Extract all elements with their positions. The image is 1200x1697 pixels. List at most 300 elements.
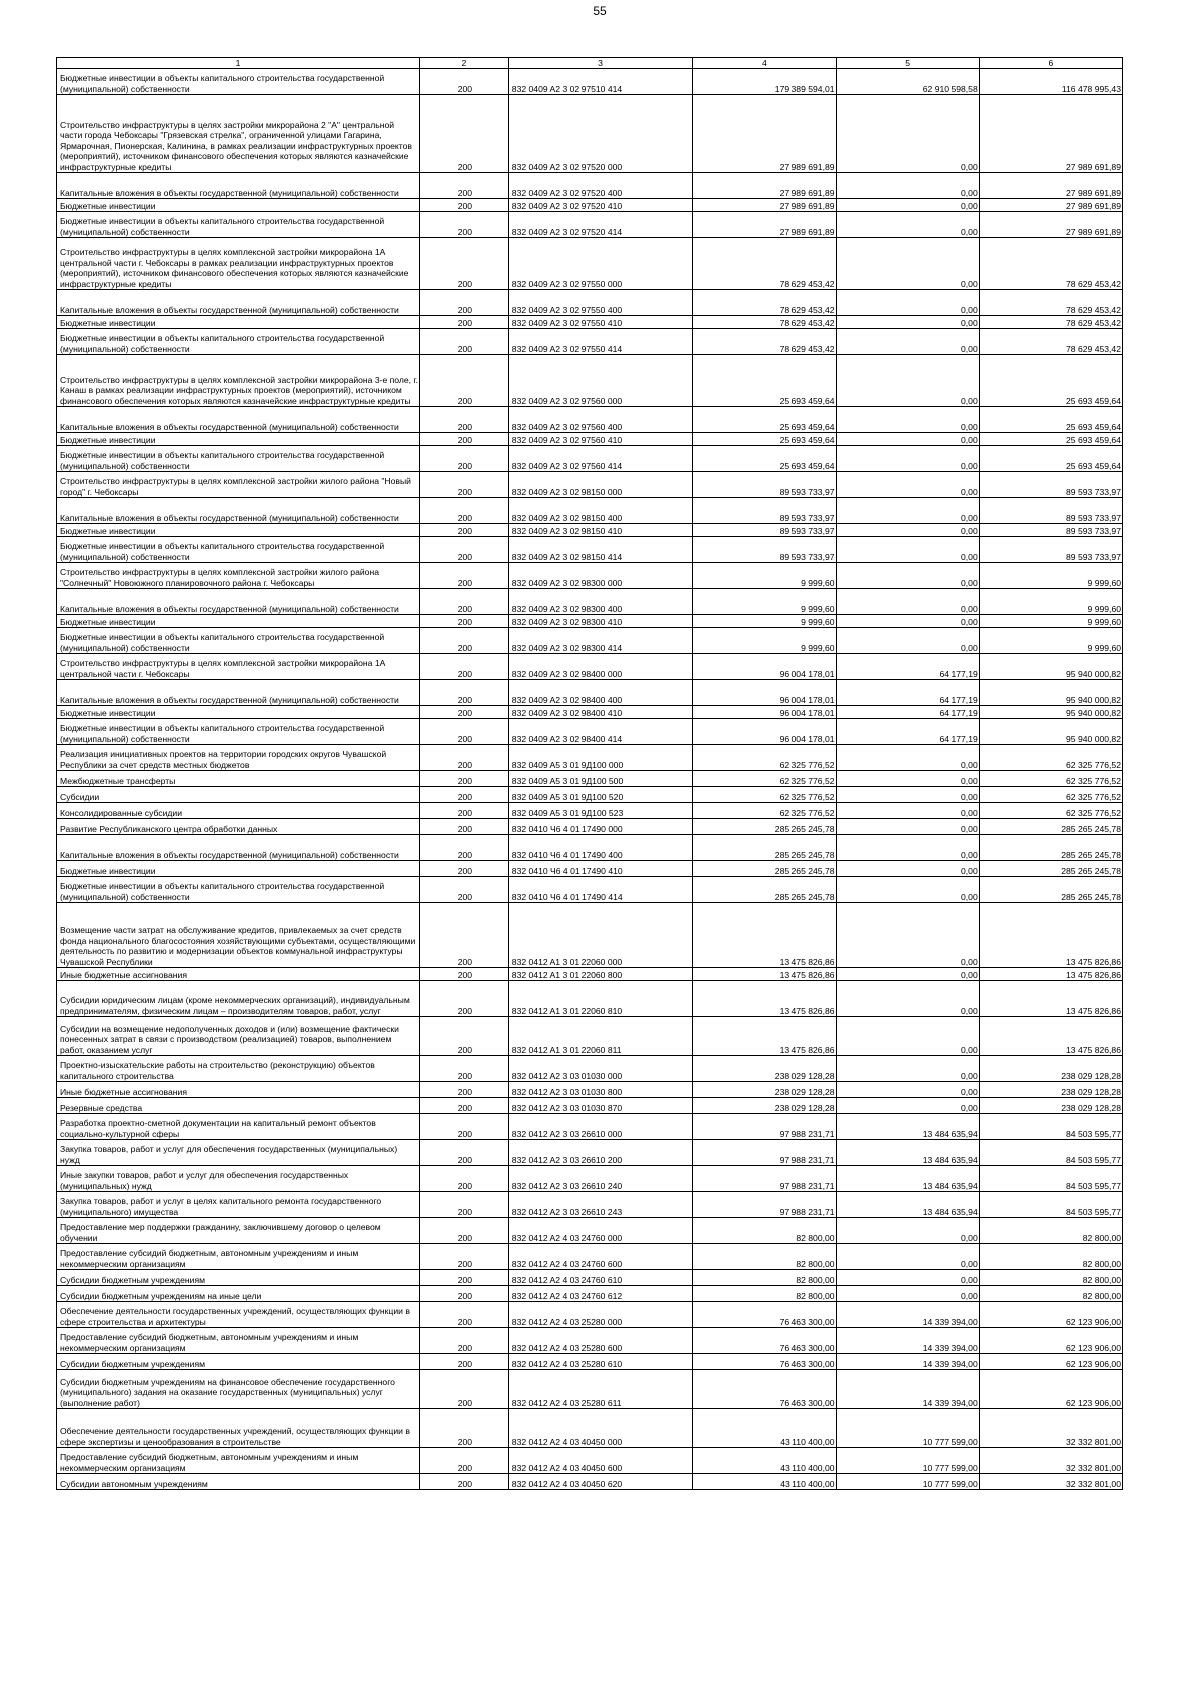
- row-value-6: 95 940 000,82: [979, 719, 1122, 745]
- row-value-5: 10 777 599,00: [836, 1448, 979, 1474]
- row-code: 832 0409 A5 3 01 9Д100 520: [508, 787, 693, 803]
- row-value-6: 13 475 826,86: [979, 1017, 1122, 1056]
- row-column-2: 200: [420, 1017, 509, 1056]
- row-value-6: 95 940 000,82: [979, 680, 1122, 706]
- row-value-4: 9 999,60: [693, 563, 836, 589]
- row-code: 832 0412 A2 3 03 26610 240: [508, 1166, 693, 1192]
- row-name: Бюджетные инвестиции: [57, 199, 420, 212]
- table-row: [57, 472, 1123, 498]
- column-header-5: 5: [836, 58, 979, 69]
- table-row: [57, 199, 1123, 212]
- row-value-4: 285 265 245,78: [693, 819, 836, 835]
- row-value-4: 13 475 826,86: [693, 981, 836, 1017]
- row-code: 832 0412 A1 3 01 22060 800: [508, 968, 693, 981]
- row-value-4: 62 325 776,52: [693, 803, 836, 819]
- row-code: 832 0412 A2 4 03 25280 000: [508, 1302, 693, 1328]
- row-value-6: 84 503 595,77: [979, 1140, 1122, 1166]
- table-row: [57, 861, 1123, 877]
- row-value-6: 82 800,00: [979, 1286, 1122, 1302]
- row-code: 832 0412 A2 3 03 01030 000: [508, 1056, 693, 1082]
- table-row: [57, 1192, 1123, 1218]
- row-column-2: 200: [420, 472, 509, 498]
- row-value-5: 0,00: [836, 1056, 979, 1082]
- row-column-2: 200: [420, 1286, 509, 1302]
- row-value-6: 89 593 733,97: [979, 472, 1122, 498]
- row-code: 832 0409 A2 3 02 97550 400: [508, 290, 693, 316]
- table-row: [57, 745, 1123, 771]
- row-code: 832 0409 A2 3 02 98400 414: [508, 719, 693, 745]
- row-value-4: 97 988 231,71: [693, 1114, 836, 1140]
- row-value-6: 62 325 776,52: [979, 771, 1122, 787]
- row-value-6: 62 123 906,00: [979, 1302, 1122, 1328]
- row-value-5: 0,00: [836, 290, 979, 316]
- row-value-4: 27 989 691,89: [693, 212, 836, 238]
- row-column-2: 200: [420, 563, 509, 589]
- row-code: 832 0412 A2 4 03 25280 611: [508, 1370, 693, 1409]
- row-code: 832 0409 A2 3 02 97550 414: [508, 329, 693, 355]
- row-column-2: 200: [420, 803, 509, 819]
- page-number: 55: [593, 4, 607, 18]
- table-row: [57, 1328, 1123, 1354]
- column-header-3: 3: [508, 58, 693, 69]
- row-code: 832 0409 A2 3 02 97560 414: [508, 446, 693, 472]
- table-row: [57, 680, 1123, 706]
- row-value-6: 82 800,00: [979, 1270, 1122, 1286]
- row-code: 832 0409 A2 3 02 98150 410: [508, 524, 693, 537]
- row-value-5: 14 339 394,00: [836, 1328, 979, 1354]
- row-name: Субсидии: [57, 787, 420, 803]
- row-code: 832 0409 A2 3 02 97520 400: [508, 173, 693, 199]
- row-value-4: 82 800,00: [693, 1244, 836, 1270]
- row-value-4: 78 629 453,42: [693, 329, 836, 355]
- row-name: Капитальные вложения в объекты государственной (муниципальной) собственности: [57, 589, 420, 615]
- row-value-5: 13 484 635,94: [836, 1166, 979, 1192]
- column-header-2: 2: [420, 58, 509, 69]
- row-name: Предоставление субсидий бюджетным, автономным учреждениям и иным некоммерческим организациям: [57, 1328, 420, 1354]
- row-code: 832 0412 A2 4 03 40450 600: [508, 1448, 693, 1474]
- row-value-6: 9 999,60: [979, 628, 1122, 654]
- row-code: 832 0409 A2 3 02 98150 400: [508, 498, 693, 524]
- row-column-2: 200: [420, 355, 509, 407]
- table-row: [57, 903, 1123, 968]
- row-column-2: 200: [420, 329, 509, 355]
- row-code: 832 0409 A2 3 02 98300 000: [508, 563, 693, 589]
- row-name: Субсидии бюджетным учреждениям: [57, 1270, 420, 1286]
- table-row: [57, 1114, 1123, 1140]
- row-value-5: 0,00: [836, 498, 979, 524]
- row-value-5: 0,00: [836, 1098, 979, 1114]
- row-column-2: 200: [420, 1448, 509, 1474]
- row-value-4: 62 325 776,52: [693, 771, 836, 787]
- row-code: 832 0412 A2 4 03 25280 610: [508, 1354, 693, 1370]
- row-value-4: 43 110 400,00: [693, 1474, 836, 1490]
- table-row: [57, 787, 1123, 803]
- row-column-2: 200: [420, 787, 509, 803]
- row-code: 832 0412 A2 4 03 24760 600: [508, 1244, 693, 1270]
- row-column-2: 200: [420, 819, 509, 835]
- row-code: 832 0409 A2 3 02 97560 400: [508, 407, 693, 433]
- row-value-4: 97 988 231,71: [693, 1140, 836, 1166]
- row-name: Бюджетные инвестиции: [57, 861, 420, 877]
- row-value-5: 0,00: [836, 835, 979, 861]
- row-code: 832 0409 A2 3 02 97550 410: [508, 316, 693, 329]
- row-value-4: 78 629 453,42: [693, 316, 836, 329]
- row-column-2: 200: [420, 771, 509, 787]
- row-value-6: 9 999,60: [979, 563, 1122, 589]
- table-row: [57, 1409, 1123, 1448]
- row-value-5: 0,00: [836, 355, 979, 407]
- row-value-5: 0,00: [836, 95, 979, 173]
- row-value-5: 13 484 635,94: [836, 1140, 979, 1166]
- table-row: [57, 835, 1123, 861]
- row-value-4: 96 004 178,01: [693, 719, 836, 745]
- row-value-4: 25 693 459,64: [693, 446, 836, 472]
- row-column-2: 200: [420, 1056, 509, 1082]
- row-name: Строительство инфраструктуры в целях комплексной застройки микрорайона 1А центральной части г. Чебоксары в рамках реализации инфраструктурных проектов (мероприятий), источником финансового обеспечения которых являются казначейские инфраструктурные кредиты: [57, 238, 420, 290]
- row-column-2: 200: [420, 199, 509, 212]
- row-column-2: 200: [420, 446, 509, 472]
- row-code: 832 0412 A2 4 03 40450 620: [508, 1474, 693, 1490]
- row-column-2: 200: [420, 745, 509, 771]
- table-row: [57, 446, 1123, 472]
- row-value-6: 27 989 691,89: [979, 199, 1122, 212]
- table-row: [57, 69, 1123, 95]
- row-name: Обеспечение деятельности государственных учреждений, осуществляющих функции в сфере экспертизы и ценообразования в строительстве: [57, 1409, 420, 1448]
- row-code: 832 0409 A2 3 02 98300 400: [508, 589, 693, 615]
- row-code: 832 0409 A2 3 02 98150 414: [508, 537, 693, 563]
- row-name: Закупка товаров, работ и услуг для обеспечения государственных (муниципальных) нужд: [57, 1140, 420, 1166]
- row-code: 832 0409 A2 3 02 98400 000: [508, 654, 693, 680]
- row-value-4: 25 693 459,64: [693, 407, 836, 433]
- table-row: [57, 1302, 1123, 1328]
- row-value-5: 0,00: [836, 173, 979, 199]
- row-value-6: 9 999,60: [979, 615, 1122, 628]
- table-header-row: [57, 58, 1123, 69]
- row-column-2: 200: [420, 433, 509, 446]
- row-column-2: 200: [420, 212, 509, 238]
- row-value-4: 62 325 776,52: [693, 745, 836, 771]
- row-code: 832 0409 A2 3 02 97520 410: [508, 199, 693, 212]
- table-row: [57, 407, 1123, 433]
- row-value-5: 0,00: [836, 628, 979, 654]
- table-row: [57, 981, 1123, 1017]
- table-row: [57, 433, 1123, 446]
- row-column-2: 200: [420, 877, 509, 903]
- row-value-4: 97 988 231,71: [693, 1192, 836, 1218]
- row-value-6: 285 265 245,78: [979, 877, 1122, 903]
- row-code: 832 0412 A2 3 03 26610 200: [508, 1140, 693, 1166]
- row-column-2: 200: [420, 407, 509, 433]
- table-row: [57, 524, 1123, 537]
- row-value-6: 238 029 128,28: [979, 1082, 1122, 1098]
- row-code: 832 0412 A2 3 03 01030 800: [508, 1082, 693, 1098]
- row-column-2: 200: [420, 1302, 509, 1328]
- row-value-5: 64 177,19: [836, 706, 979, 719]
- row-value-5: 0,00: [836, 819, 979, 835]
- row-column-2: 200: [420, 1218, 509, 1244]
- row-code: 832 0412 A2 4 03 24760 612: [508, 1286, 693, 1302]
- row-value-6: 285 265 245,78: [979, 861, 1122, 877]
- row-value-4: 27 989 691,89: [693, 199, 836, 212]
- row-value-4: 89 593 733,97: [693, 524, 836, 537]
- row-code: 832 0409 A5 3 01 9Д100 500: [508, 771, 693, 787]
- row-value-5: 64 177,19: [836, 680, 979, 706]
- row-value-6: 82 800,00: [979, 1218, 1122, 1244]
- row-value-6: 285 265 245,78: [979, 835, 1122, 861]
- row-value-4: 27 989 691,89: [693, 95, 836, 173]
- row-name: Бюджетные инвестиции в объекты капитального строительства государственной (муниципальной) собственности: [57, 537, 420, 563]
- row-value-5: 14 339 394,00: [836, 1370, 979, 1409]
- row-value-6: 89 593 733,97: [979, 498, 1122, 524]
- row-value-5: 14 339 394,00: [836, 1354, 979, 1370]
- row-value-6: 238 029 128,28: [979, 1056, 1122, 1082]
- row-code: 832 0412 A1 3 01 22060 000: [508, 903, 693, 968]
- row-value-6: 13 475 826,86: [979, 981, 1122, 1017]
- row-column-2: 200: [420, 615, 509, 628]
- row-column-2: 200: [420, 1082, 509, 1098]
- row-value-6: 82 800,00: [979, 1244, 1122, 1270]
- row-value-5: 0,00: [836, 589, 979, 615]
- row-name: Бюджетные инвестиции: [57, 316, 420, 329]
- row-value-6: 89 593 733,97: [979, 524, 1122, 537]
- row-name: Строительство инфраструктуры в целях комплексной застройки микрорайона 3-е поле, г. Канаш в рамках реализации инфраструктурных проектов (мероприятий), источником финансового обеспечения которых являются казначейские инфраструктурные кредиты: [57, 355, 420, 407]
- table-row: [57, 589, 1123, 615]
- table-row: [57, 212, 1123, 238]
- column-header-6: 6: [979, 58, 1122, 69]
- row-name: Субсидии бюджетным учреждениям на иные цели: [57, 1286, 420, 1302]
- row-name: Иные закупки товаров, работ и услуг для обеспечения государственных (муниципальных) нужд: [57, 1166, 420, 1192]
- row-value-6: 84 503 595,77: [979, 1192, 1122, 1218]
- row-value-6: 13 475 826,86: [979, 903, 1122, 968]
- table-row: [57, 1244, 1123, 1270]
- row-name: Субсидии юридическим лицам (кроме некоммерческих организаций), индивидуальным предпринимателям, физическим лицам – производителям товаров, работ, услуг: [57, 981, 420, 1017]
- row-value-4: 62 325 776,52: [693, 787, 836, 803]
- row-value-6: 95 940 000,82: [979, 706, 1122, 719]
- table-row: [57, 719, 1123, 745]
- table-row: [57, 316, 1123, 329]
- row-column-2: 200: [420, 835, 509, 861]
- row-value-4: 9 999,60: [693, 628, 836, 654]
- row-name: Развитие Республиканского центра обработки данных: [57, 819, 420, 835]
- table-row: [57, 1082, 1123, 1098]
- row-code: 832 0410 Ч6 4 01 17490 400: [508, 835, 693, 861]
- table-row: [57, 563, 1123, 589]
- table-body: [57, 69, 1123, 1490]
- row-value-4: 96 004 178,01: [693, 654, 836, 680]
- row-column-2: 200: [420, 238, 509, 290]
- row-name: Строительство инфраструктуры в целях комплексной застройки жилого района "Солнечный" Новоюжного планировочного района г. Чебоксары: [57, 563, 420, 589]
- row-column-2: 200: [420, 706, 509, 719]
- table-row: [57, 1370, 1123, 1409]
- row-code: 832 0409 A2 3 02 97560 410: [508, 433, 693, 446]
- row-column-2: 200: [420, 968, 509, 981]
- row-value-6: 116 478 995,43: [979, 69, 1122, 95]
- row-value-6: 25 693 459,64: [979, 433, 1122, 446]
- row-column-2: 200: [420, 498, 509, 524]
- row-name: Резервные средства: [57, 1098, 420, 1114]
- row-value-5: 0,00: [836, 745, 979, 771]
- row-value-6: 62 325 776,52: [979, 787, 1122, 803]
- row-value-5: 0,00: [836, 316, 979, 329]
- table-row: [57, 628, 1123, 654]
- row-value-5: 13 484 635,94: [836, 1192, 979, 1218]
- row-value-6: 62 123 906,00: [979, 1354, 1122, 1370]
- row-value-6: 9 999,60: [979, 589, 1122, 615]
- row-name: Иные бюджетные ассигнования: [57, 1082, 420, 1098]
- table-row: [57, 819, 1123, 835]
- row-value-6: 78 629 453,42: [979, 329, 1122, 355]
- row-code: 832 0412 A2 3 03 26610 243: [508, 1192, 693, 1218]
- row-code: 832 0409 A5 3 01 9Д100 523: [508, 803, 693, 819]
- row-name: Предоставление субсидий бюджетным, автономным учреждениям и иным некоммерческим организациям: [57, 1448, 420, 1474]
- table-row: [57, 1098, 1123, 1114]
- row-code: 832 0409 A5 3 01 9Д100 000: [508, 745, 693, 771]
- row-value-5: 0,00: [836, 1218, 979, 1244]
- row-column-2: 200: [420, 1328, 509, 1354]
- row-code: 832 0410 Ч6 4 01 17490 414: [508, 877, 693, 903]
- table-row: [57, 706, 1123, 719]
- table-row: [57, 537, 1123, 563]
- row-value-5: 0,00: [836, 903, 979, 968]
- row-column-2: 200: [420, 1270, 509, 1286]
- row-column-2: 200: [420, 903, 509, 968]
- row-name: Бюджетные инвестиции в объекты капитального строительства государственной (муниципальной) собственности: [57, 719, 420, 745]
- row-name: Бюджетные инвестиции в объекты капитального строительства государственной (муниципальной) собственности: [57, 877, 420, 903]
- row-name: Капитальные вложения в объекты государственной (муниципальной) собственности: [57, 407, 420, 433]
- row-value-6: 32 332 801,00: [979, 1409, 1122, 1448]
- row-value-4: 285 265 245,78: [693, 877, 836, 903]
- row-value-5: 0,00: [836, 1286, 979, 1302]
- row-value-4: 238 029 128,28: [693, 1082, 836, 1098]
- row-name: Строительство инфраструктуры в целях комплексной застройки микрорайона 1А центральной части г. Чебоксары: [57, 654, 420, 680]
- row-value-4: 13 475 826,86: [693, 1017, 836, 1056]
- row-code: 832 0409 A2 3 02 97560 000: [508, 355, 693, 407]
- row-column-2: 200: [420, 1370, 509, 1409]
- row-name: Межбюджетные трансферты: [57, 771, 420, 787]
- row-value-6: 84 503 595,77: [979, 1114, 1122, 1140]
- row-value-4: 285 265 245,78: [693, 861, 836, 877]
- row-value-5: 10 777 599,00: [836, 1474, 979, 1490]
- row-value-4: 82 800,00: [693, 1286, 836, 1302]
- row-value-4: 89 593 733,97: [693, 498, 836, 524]
- row-name: Разработка проектно-сметной документации на капитальный ремонт объектов социально-культурной сферы: [57, 1114, 420, 1140]
- row-value-5: 0,00: [836, 615, 979, 628]
- row-column-2: 200: [420, 589, 509, 615]
- row-value-4: 43 110 400,00: [693, 1409, 836, 1448]
- row-column-2: 200: [420, 1166, 509, 1192]
- row-value-4: 89 593 733,97: [693, 472, 836, 498]
- row-value-5: 0,00: [836, 446, 979, 472]
- row-value-5: 0,00: [836, 877, 979, 903]
- table-row: [57, 1474, 1123, 1490]
- row-name: Капитальные вложения в объекты государственной (муниципальной) собственности: [57, 173, 420, 199]
- row-value-6: 27 989 691,89: [979, 173, 1122, 199]
- column-header-1: 1: [57, 58, 420, 69]
- row-value-6: 78 629 453,42: [979, 290, 1122, 316]
- table-row: [57, 803, 1123, 819]
- row-code: 832 0409 A2 3 02 97510 414: [508, 69, 693, 95]
- row-code: 832 0412 A1 3 01 22060 810: [508, 981, 693, 1017]
- row-name: Иные бюджетные ассигнования: [57, 968, 420, 981]
- row-name: Строительство инфраструктуры в целях комплексной застройки жилого района "Новый город" г. Чебоксары: [57, 472, 420, 498]
- row-value-4: 13 475 826,86: [693, 968, 836, 981]
- row-column-2: 200: [420, 290, 509, 316]
- row-value-5: 0,00: [836, 524, 979, 537]
- row-code: 832 0410 Ч6 4 01 17490 000: [508, 819, 693, 835]
- row-value-6: 285 265 245,78: [979, 819, 1122, 835]
- row-column-2: 200: [420, 680, 509, 706]
- row-code: 832 0409 A2 3 02 98300 414: [508, 628, 693, 654]
- row-name: Предоставление мер поддержки гражданину, заключившему договор о целевом обучении: [57, 1218, 420, 1244]
- row-value-6: 95 940 000,82: [979, 654, 1122, 680]
- row-name: Бюджетные инвестиции в объекты капитального строительства государственной (муниципальной) собственности: [57, 329, 420, 355]
- table-row: [57, 1140, 1123, 1166]
- row-value-4: 9 999,60: [693, 615, 836, 628]
- row-value-5: 0,00: [836, 1270, 979, 1286]
- row-name: Закупка товаров, работ и услуг в целях капитального ремонта государственного (муниципального) имущества: [57, 1192, 420, 1218]
- row-value-6: 25 693 459,64: [979, 446, 1122, 472]
- table-row: [57, 1270, 1123, 1286]
- row-value-4: 82 800,00: [693, 1270, 836, 1286]
- row-code: 832 0409 A2 3 02 98400 400: [508, 680, 693, 706]
- row-value-4: 25 693 459,64: [693, 433, 836, 446]
- row-value-5: 0,00: [836, 1017, 979, 1056]
- row-code: 832 0409 A2 3 02 98150 000: [508, 472, 693, 498]
- row-value-4: 96 004 178,01: [693, 680, 836, 706]
- row-name: Возмещение части затрат на обслуживание кредитов, привлекаемых за счет средств фонда национального благосостояния хозяйствующими субъектами, осуществляющими деятельность по развитию и модернизации объектов коммунальной инфраструктуры Чувашской Республики: [57, 903, 420, 968]
- row-name: Бюджетные инвестиции: [57, 524, 420, 537]
- row-column-2: 200: [420, 654, 509, 680]
- row-value-5: 0,00: [836, 433, 979, 446]
- row-value-5: 14 339 394,00: [836, 1302, 979, 1328]
- row-code: 832 0409 A2 3 02 97550 000: [508, 238, 693, 290]
- row-value-4: 82 800,00: [693, 1218, 836, 1244]
- row-value-4: 13 475 826,86: [693, 903, 836, 968]
- table-row: [57, 498, 1123, 524]
- row-name: Реализация инициативных проектов на территории городских округов Чувашской Республики за счет средств местных бюджетов: [57, 745, 420, 771]
- row-name: Бюджетные инвестиции: [57, 706, 420, 719]
- row-column-2: 200: [420, 1354, 509, 1370]
- table-row: [57, 1166, 1123, 1192]
- row-value-4: 43 110 400,00: [693, 1448, 836, 1474]
- row-value-5: 0,00: [836, 472, 979, 498]
- row-value-4: 238 029 128,28: [693, 1098, 836, 1114]
- row-code: 832 0409 A2 3 02 97520 414: [508, 212, 693, 238]
- row-value-4: 25 693 459,64: [693, 355, 836, 407]
- row-name: Обеспечение деятельности государственных учреждений, осуществляющих функции в сфере строительства и архитектуры: [57, 1302, 420, 1328]
- row-code: 832 0409 A2 3 02 98300 410: [508, 615, 693, 628]
- table-row: [57, 615, 1123, 628]
- row-column-2: 200: [420, 719, 509, 745]
- row-value-4: 285 265 245,78: [693, 835, 836, 861]
- row-value-6: 84 503 595,77: [979, 1166, 1122, 1192]
- row-column-2: 200: [420, 628, 509, 654]
- row-value-5: 0,00: [836, 1082, 979, 1098]
- table-row: [57, 1448, 1123, 1474]
- row-value-4: 76 463 300,00: [693, 1370, 836, 1409]
- column-header-4: 4: [693, 58, 836, 69]
- row-column-2: 200: [420, 1140, 509, 1166]
- table-row: [57, 1056, 1123, 1082]
- row-code: 832 0412 A2 4 03 24760 000: [508, 1218, 693, 1244]
- row-column-2: 200: [420, 981, 509, 1017]
- row-value-4: 238 029 128,28: [693, 1056, 836, 1082]
- row-value-5: 0,00: [836, 787, 979, 803]
- row-name: Капитальные вложения в объекты государственной (муниципальной) собственности: [57, 498, 420, 524]
- row-name: Капитальные вложения в объекты государственной (муниципальной) собственности: [57, 835, 420, 861]
- row-value-5: 64 177,19: [836, 654, 979, 680]
- row-name: Консолидированные субсидии: [57, 803, 420, 819]
